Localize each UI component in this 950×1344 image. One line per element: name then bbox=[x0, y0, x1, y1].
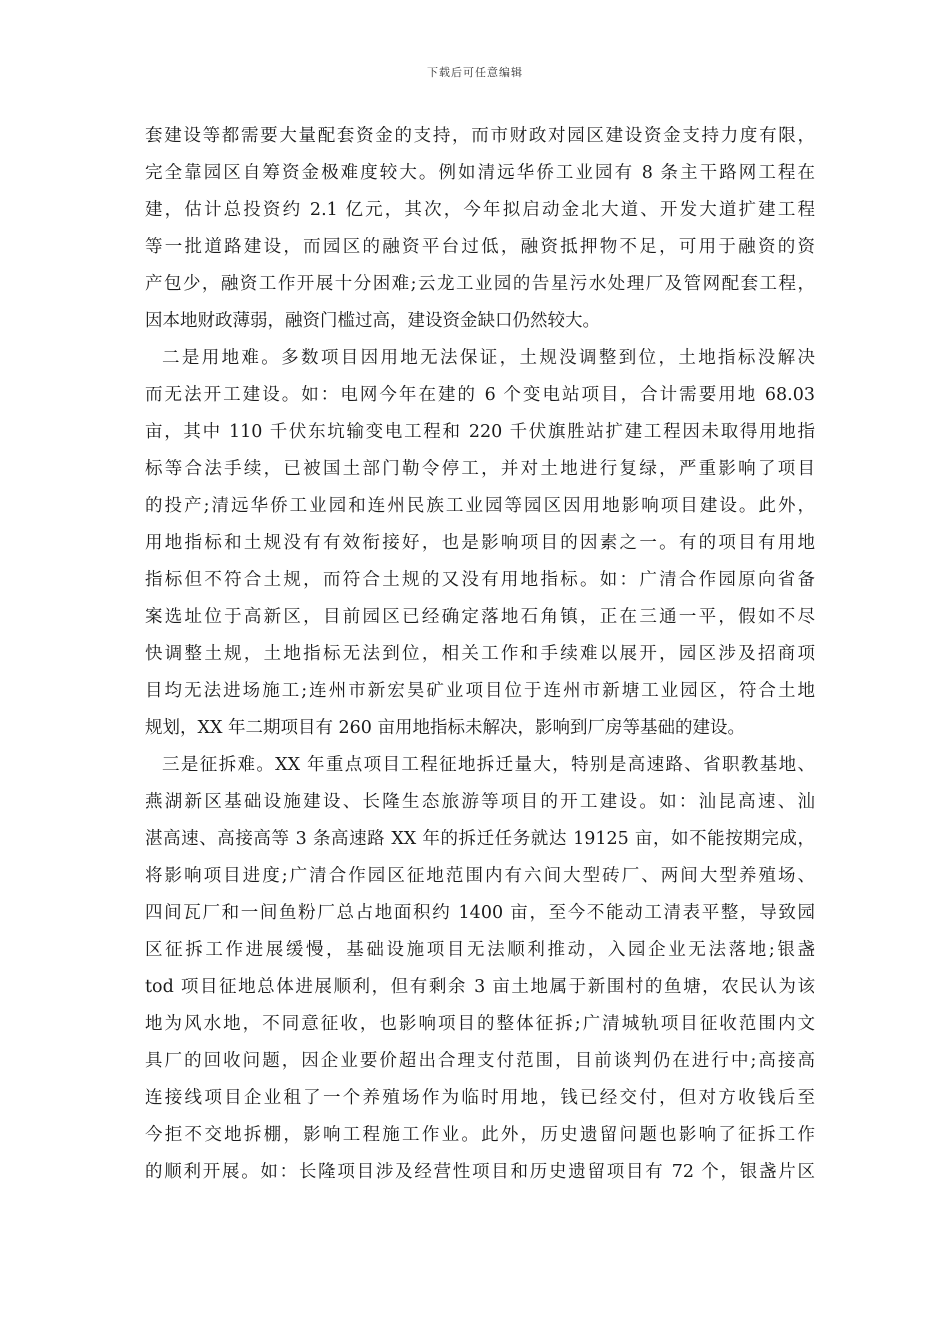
text-line: 用地指标和土规没有有效衔接好，也是影响项目的因素之一。有的项目有用地 bbox=[145, 533, 815, 553]
text-line: 四间瓦厂和一间鱼粉厂总占地面积约 1400 亩，至今不能动工清表平整，导致园 bbox=[145, 903, 815, 923]
text-line: 指标但不符合土规，而符合土规的又没有用地指标。如：广清合作园原向省备 bbox=[145, 570, 815, 590]
document-body bbox=[145, 118, 815, 1191]
text-line: 案选址位于高新区，目前园区已经确定落地石角镇，正在三通一平，假如不尽 bbox=[145, 607, 815, 627]
text-line: 连接线项目企业租了一个养殖场作为临时用地，钱已经交付，但对方收钱后至 bbox=[145, 1088, 815, 1108]
text-line: tod 项目征地总体进展顺利，但有剩余 3 亩土地属于新围村的鱼塘，农民认为该 bbox=[145, 977, 815, 997]
text-line: 完全靠园区自筹资金极难度较大。例如清远华侨工业园有 8 条主干路网工程在 bbox=[145, 163, 815, 183]
paragraph-1 bbox=[145, 118, 815, 340]
page-header: 下载后可任意编辑 bbox=[427, 66, 523, 79]
text-line: 的顺利开展。如：长隆项目涉及经营性项目和历史遗留项目有 72 个，银盏片区 bbox=[145, 1162, 815, 1182]
text-line: 的投产;清远华侨工业园和连州民族工业园等园区因用地影响项目建设。此外， bbox=[145, 496, 815, 516]
text-line: 因本地财政薄弱，融资门槛过高，建设资金缺口仍然较大。 bbox=[145, 311, 600, 331]
text-line: 今拒不交地拆棚，影响工程施工作业。此外，历史遗留问题也影响了征拆工作 bbox=[145, 1125, 815, 1145]
paragraph-3 bbox=[145, 747, 815, 1191]
text-line: 套建设等都需要大量配套资金的支持，而市财政对园区建设资金支持力度有限， bbox=[145, 126, 815, 146]
paragraph-2 bbox=[145, 340, 815, 747]
text-line: 将影响项目进度;广清合作园区征地范围内有六间大型砖厂、两间大型养殖场、 bbox=[145, 866, 815, 886]
text-line: 区征拆工作进展缓慢，基础设施项目无法顺利推动，入园企业无法落地;银盏 bbox=[145, 940, 815, 960]
text-line: 地为风水地，不同意征收，也影响项目的整体征拆;广清城轨项目征收范围内文 bbox=[145, 1014, 815, 1034]
text-line: 而无法开工建设。如：电网今年在建的 6 个变电站项目，合计需要用地 68.03 bbox=[145, 385, 815, 405]
text-line: 燕湖新区基础设施建设、长隆生态旅游等项目的开工建设。如：汕昆高速、汕 bbox=[145, 792, 815, 812]
text-line: 具厂的回收问题，因企业要价超出合理支付范围，目前谈判仍在进行中;高接高 bbox=[145, 1051, 815, 1071]
text-line: 建，估计总投资约 2.1 亿元，其次，今年拟启动金北大道、开发大道扩建工程 bbox=[145, 200, 815, 220]
text-line: 目均无法进场施工;连州市新宏昊矿业项目位于连州市新塘工业园区，符合土地 bbox=[145, 681, 815, 701]
text-line: 二是用地难。多数项目因用地无法保证，土规没调整到位，土地指标没解决 bbox=[162, 348, 815, 368]
text-line: 规划，XX 年二期项目有 260 亩用地指标未解决，影响到厂房等基础的建设。 bbox=[145, 718, 746, 738]
text-line: 等一批道路建设，而园区的融资平台过低，融资抵押物不足，可用于融资的资 bbox=[145, 237, 815, 257]
text-line: 快调整土规，土地指标无法到位，相关工作和手续难以展开，园区涉及招商项 bbox=[145, 644, 815, 664]
text-line: 产包少，融资工作开展十分困难;云龙工业园的告星污水处理厂及管网配套工程， bbox=[145, 274, 815, 294]
text-line: 三是征拆难。XX 年重点项目工程征地拆迁量大，特别是高速路、省职教基地、 bbox=[162, 755, 815, 775]
text-line: 标等合法手续，已被国土部门勒令停工，并对土地进行复绿，严重影响了项目 bbox=[145, 459, 815, 479]
text-line: 亩，其中 110 千伏东坑输变电工程和 220 千伏旗胜站扩建工程因未取得用地指 bbox=[145, 422, 815, 442]
text-line: 湛高速、高接高等 3 条高速路 XX 年的拆迁任务就达 19125 亩，如不能按期完成， bbox=[145, 829, 815, 849]
